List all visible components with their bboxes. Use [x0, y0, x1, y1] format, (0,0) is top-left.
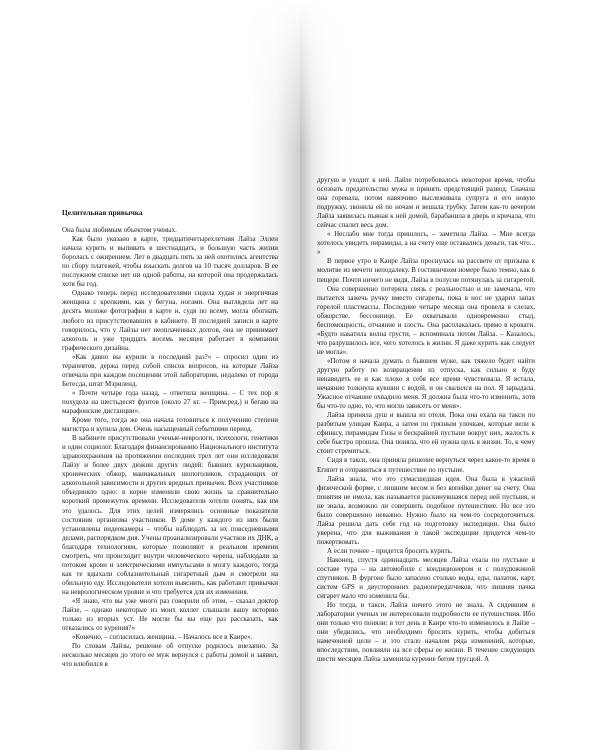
- right-page-text: [317, 176, 535, 665]
- paragraph: Она была любимым объектом ученых.: [62, 226, 177, 235]
- paragraph: Лайза приняла душ и вышла из отеля. Пока она ехала на такси по разбитым улицам Каира, а затем по грязным улочкам, которые вели к сфинксу, пирамидам Гизы и бескрайней пустыне вокруг них, жалость к себе быстро прошла. Она поняла, что ей нужна цель в жизни. То, к чему стоит стремиться.: [317, 411, 535, 456]
- paragraph: В кабинете присутствовали ученые-неврологи, психологи, генетики и один социолог. Благодаря финансированию Национального института здравоохранения на протяжении последних трех лет они исследовали Лайзу и более двух дюжин других людей: бывших курильщиков, хронических обжор, маниакальных шопоголиков, страдающих от алкогольной зависимости и других вредных привычек. Всех участников объединяло одно: в корне изменили свою жизнь за сравнительно короткий промежуток времени. Исследователи хотели понять, как им это удалось. Для этих целей измерялись основные показатели состояния организма участников. В доме у каждого из них были установлены видеокамеры – чтобы наблюдать за их повседневными делами, распорядком дня. Учены проанализировали участков их ДНК, а благодаря технологиям, которые позволяют в реальном времени смотреть, что происходит внутри человеческого черепа, наблюдали за потоком крови и электрическими импульсами в мозгу каждого, тогда как те вдыхали соблазнительный сигаретный дым и смотрели на обильную еду. Исследователи хотели выяснить, как работают привычки на неврологическом уровне и что требуется для их изменения.: [62, 434, 278, 596]
- paragraph: Кроме того, тогда же она начала готовиться к получению степени магистра и купила дом. Очень насыщенный событиями период.: [62, 416, 278, 434]
- paragraph: Наконец, спустя одиннадцать месяцев Лайза ехала по пустыне в составе тура – на автомобиле с кондиционером и с полудюжиной спутников. В фургоне было запасено столько воды, еды, палаток, карт, систем GPS и двусторонних радиопередатчиков, что лишняя пачка сигарет мало что изменила бы.: [317, 555, 535, 601]
- paragraph: «Потом я начала думать о бывшем муже, как тяжело будет найти другую работу по возвращении из отпуска, как сильно я буду ненавидеть ее и как плохо я себя все время чувствовала. Я встала, нечаянно толкнула кувшин с водой, и он свалился на пол. Я зарыдала. Ужасное отчаяние охвадило меня. Я должна была что-то изменить, хотя бы что-то одно, то, что могло зависеть от меня».: [317, 356, 535, 411]
- paragraph: По словам Лайзы, решение об отпуске родилось внезапно. За несколько месяцев до этого ее муж вернулся с работы домой и заявил, что влюбился в: [62, 642, 278, 669]
- paragraph: «Конечно, – согласилась женщина. – Началось все в Каире».: [72, 633, 253, 642]
- right-page: [300, 0, 600, 750]
- chapter-heading: Целительная привычка: [62, 208, 143, 217]
- paragraph: Но тогда, в такси, Лайза ничего этого не знала. А сидевшим в лаборатории ученых не интересовали подробности ее путешествия. Ибо они только что поняли: в тот день в Каире что-то изменилось в Лайзе – они убедились, что необходимо бросить курить, чтобы добиться намеченной цели – и это стало началом ряда изменений, которые, впоследствии, повлияли на все сферы ее жизни. В течение следующих шести месяцев Лайза заменила курение бегом трусцой. А: [317, 601, 535, 664]
- paragraph: «Как давно вы курили в последний раз?» – спросил один из терапевтов, держа перед собой список вопросов, на которые Лайза отвечала при каждом посещении этой лаборатории, недалеко от города Бетесда, штат Мэриленд.: [62, 352, 278, 388]
- paragraph: Как было указано в карте, тридцатичетырехлетняя Лайза Эллен начала курить и выпивать в шестнадцать, и большую часть жизни боролась с ожирением. Лет в двадцать пять за ней охотились агентства по сбору платежей, чтобы взыскать долгов на 10 тысяч долларов. В ее послужном списке нет ни одной работы, на которой она продержалась хотя бы год.: [62, 235, 278, 289]
- paragraph: Она совершенно потеряла связь с реальностью и не замечала, что пытается зажечь ручку вместо сигареты, пока в нос не ударил запах горелой пластмассы. Последние четыре месяца она провела в слезах, обжорстве, бессоннице. Ее охватывали одновременно стыд, беспомощность, отчаяние и злость. Она расплакалась прямо в кровати. «Будто накатила волна грусти, – вспоминала потом Лайза. – Казалось, что разрушилось все, чего хотелось в жизни. Я даже курить как следует не могла».: [317, 284, 535, 356]
- paragraph: Однако теперь перед исследователями сидела худая и энергичная женщина с крепкими, как у бегуна, ногами. Она выглядела лет на десять моложе фотографии в карте и, судя по всему, могла обогнать любого из присутствовавших в кабинете. В последней записи в карте говорилось, что у Лайзы нет неоплаченных долгов, она не принимает алкоголь и уже тридцать восемь месяцев работает в компании графического дизайна.: [62, 289, 278, 352]
- paragraph: Лайза знала, что это сумасшедшая идея. Она была в ужасной физической форме, с лишним весом и без копейки денег на счету. Она понятия не имела, как называется раскинувшаяся перед ней пустыня, и не знала, возможно ли совершить подобное путешествие. Но все это было совершенно неважно. Нужно было на чем-то сосредоточиться. Лайза решила дать себе год на подготовку экспедиции. Она было уверена, что для выживания в такой экспедиции придется чем-то пожертвовать.: [317, 474, 535, 546]
- paragraph: другую и уходит к ней. Лайзе потребовалось некоторое время, чтобы осознать предательство мужа и принять предстоящий развод. Сначала она горевала, потом навязчиво выслеживала супруга и его новую подружку, звонила ей по ночам и вешала трубку. Затем как-то вечером Лайза заявилась пьяная к ней домой, барабанила в дверь и кричала, что сейчас спалит весь дом.: [317, 176, 535, 230]
- paragraph: А если точнее – придется бросить курить.: [327, 546, 453, 555]
- left-page-text: [62, 208, 278, 669]
- paragraph: « Почти четыре года назад, – ответила женщина. – С тех пор я похудела на шестьдесят фунтов (около 27 кг. – Прим.ред.) и бегаю на марафонские дистанции».: [62, 388, 278, 415]
- paragraph: В первое утро в Каире Лайза проснулась на рассвете от призыва к молитве из мечети неподалеку. В гостиничном номере было темно, как в пещере. Почти ничего не видя, Лайза в полусне потянулась за сигаретой.: [317, 257, 535, 284]
- paragraph: « Неслабо мне тогда пришлось, – заметила Лайза. – Мне всегда хотелось увидеть пирамиды, а на счету еще оставались деньги, так что... »: [317, 230, 535, 257]
- paragraph: Сидя в такси, она приняла решение вернуться через какое-то время в Египет и отправиться в путешествие по пустыне.: [317, 456, 535, 474]
- paragraph: «Я знаю, что вы уже много раз говорили об этом, – сказал доктор Лайзе, – однако некоторые из моих коллег слышали вашу историю только из вторых уст. Не могли бы вы еще раз рассказать, как отказались от курения?»: [62, 596, 278, 633]
